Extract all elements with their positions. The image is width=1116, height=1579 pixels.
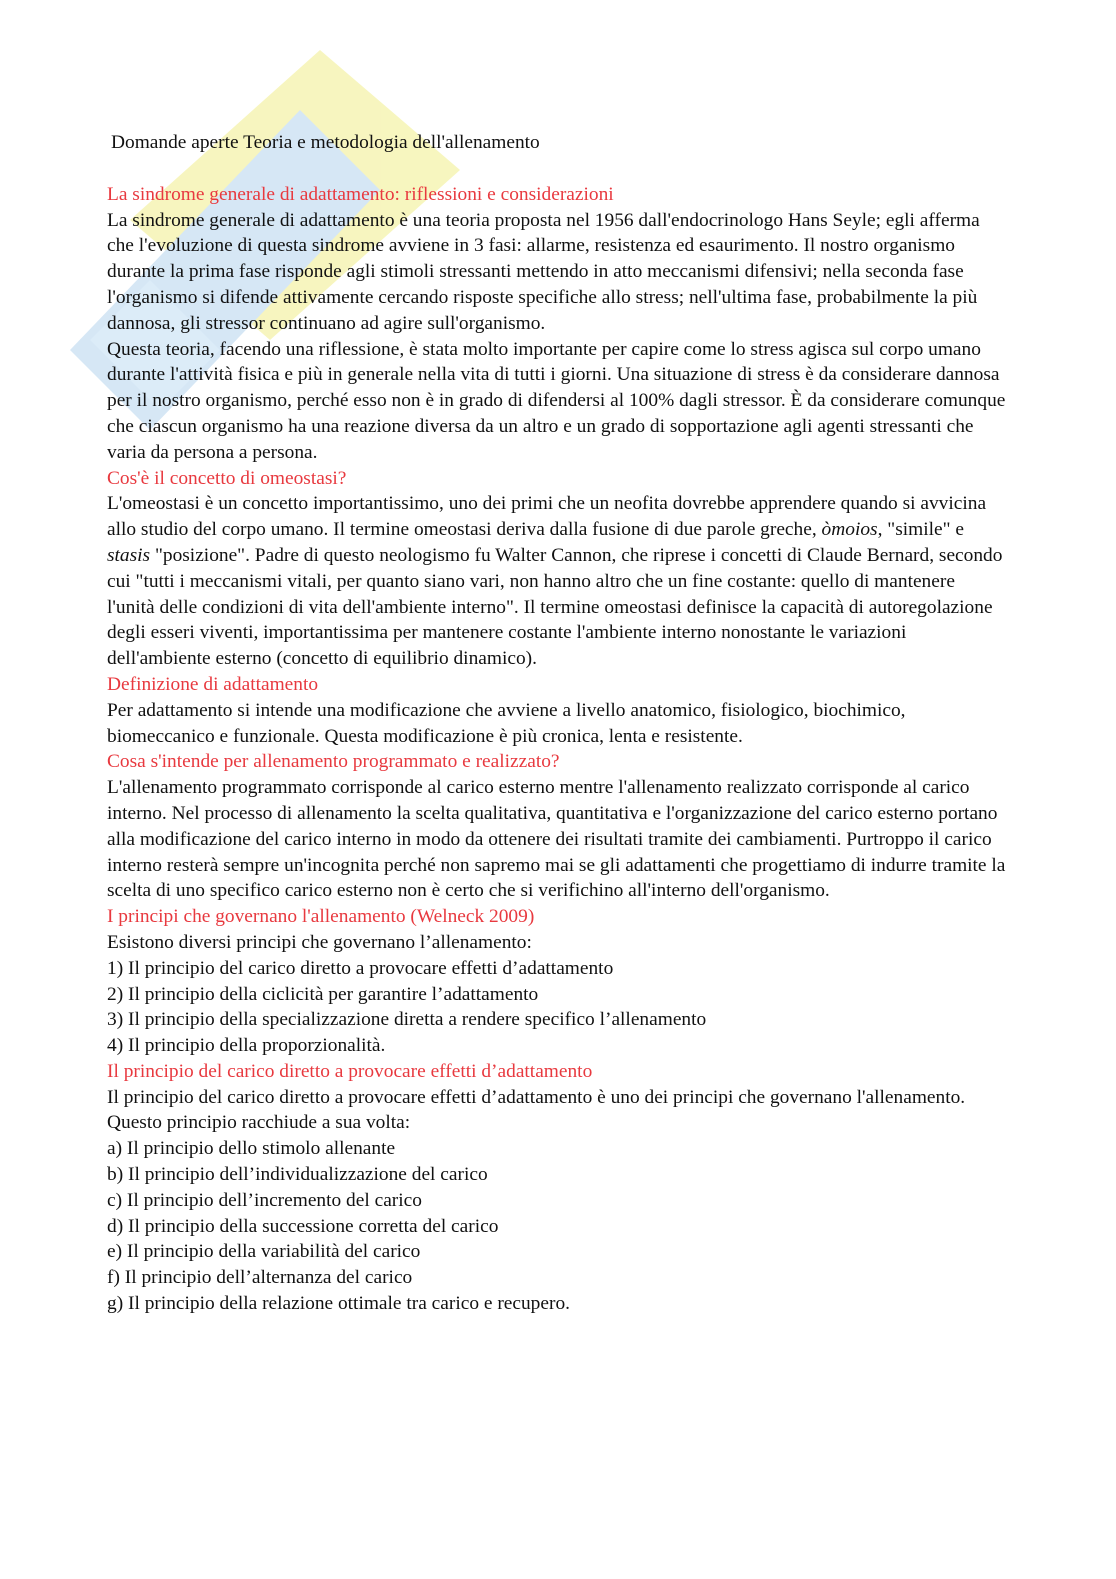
paragraph: L'allenamento programmato corrisponde al carico esterno mentre l'allenamento realizzato corrisponde al carico interno. Nel processo di allenamento la scelta qualitativa, quantitativa e l'organizzazione del carico esterno portano alla modificazione del carico interno in modo da ottenere dei risultati tramite dei cambiamenti. Purtroppo il carico interno resterà sempre un'incognita perché non sapremo mai se gli adattamenti che progettiamo di indurre tramite la scelta di uno specifico carico esterno non è certo che si verifichino all'interno dell'organismo. [107,777,1006,902]
document-title: Domande aperte Teoria e metodologia dell'allenamento [111,132,540,153]
paragraph-text: "posizione". Padre di questo neologismo fu Walter Cannon, che riprese i concetti di Claude Bernard, secondo cui "tutti i meccanismi vitali, per quanto siano vari, non hanno altro che un fine costante: quello di mantenere l'unità delle condizioni di vita dell'ambiente interno". Il termine omeostasi definisce la capacità di autoregolazione degli esseri viventi, importantissima per mantenere costante l'ambiente interno nonostante le variazioni dell'ambiente esterno (concetto di equilibrio dinamico). [107,544,1003,670]
list-item: e) Il principio della variabilità del carico [107,1241,421,1263]
paragraph: La sindrome generale di adattamento è una teoria proposta nel 1956 dall'endocrinologo Hans Seyle; egli afferma che l'evoluzione di questa sindrome avviene in 3 fasi: allarme, resistenza ed esaurimento. Il nostro organismo durante la prima fase risponde agli stimoli stressanti mettendo in atto meccanismi difensivi; nella seconda fase l'organismo si difende attivamente cercando risposte specifiche allo stress; nell'ultima fase, probabilmente la più dannosa, gli stressor continuano ad agire sull'organismo. [107,209,980,334]
section-sindrome-adattamento [107,182,1007,466]
section-heading: Definizione di adattamento [107,673,319,695]
section-definizione-adattamento [107,672,1007,749]
list-item: 3) Il principio della specializzazione diretta a rendere specifico l’allenamento [107,1009,707,1031]
principles-list [107,956,1007,1059]
section-allenamento-programmato [107,749,1007,904]
paragraph-text: L'omeostasi è un concetto importantissimo, uno dei primi che un neofita dovrebbe apprendere quando si avvicina allo studio del corpo umano. Il termine omeostasi deriva dalla fusione di due parole greche, [107,493,987,541]
section-omeostasi [107,466,1007,672]
list-item: 2) Il principio della ciclicità per garantire l’adattamento [107,983,539,1005]
greek-term: stasis [107,544,151,566]
list-item: 1) Il principio del carico diretto a provocare effetti d’adattamento [107,957,614,979]
greek-term: òmoios [821,519,878,541]
paragraph: Esistono diversi principi che governano l’allenamento: [107,931,532,953]
section-heading: Il principio del carico diretto a provocare effetti d’adattamento [107,1060,593,1082]
section-principi-allenamento [107,904,1007,1059]
paragraph [107,491,1007,672]
document-body [107,130,1007,1317]
section-heading: I principi che governano l'allenamento (Welneck 2009) [107,906,535,928]
section-heading: Cos'è il concetto di omeostasi? [107,467,347,489]
list-item: d) Il principio della successione corretta del carico [107,1215,499,1237]
paragraph: Questa teoria, facendo una riflessione, è stata molto importante per capire come lo stress agisca sul corpo umano durante l'attività fisica e più in generale nella vita di tutti i giorni. Una situazione di stress è da considerare dannosa per il nostro organismo, perché esso non è in grado di difendersi al 100% dagli stressor. È da considerare comunque che ciascun organismo ha una reazione diversa da un altro e un grado di sopportazione agli agenti stressanti che varia da persona a persona. [107,338,1006,463]
subprinciples-list [107,1136,1007,1317]
section-heading: La sindrome generale di adattamento: riflessioni e considerazioni [107,183,614,205]
list-item: g) Il principio della relazione ottimale tra carico e recupero. [107,1293,570,1315]
paragraph-text: , "simile" e [877,519,964,541]
list-item: a) Il principio dello stimolo allenante [107,1138,396,1160]
list-item: 4) Il principio della proporzionalità. [107,1035,386,1057]
list-item: b) Il principio dell’individualizzazione del carico [107,1164,488,1186]
section-principio-carico [107,1059,1007,1317]
list-item: c) Il principio dell’incremento del carico [107,1189,422,1211]
paragraph: Per adattamento si intende una modificazione che avviene a livello anatomico, fisiologico, biochimico, biomeccanico e funzionale. Questa modificazione è più cronica, lenta e resistente. [107,699,906,747]
section-heading: Cosa s'intende per allenamento programmato e realizzato? [107,751,560,773]
list-item: f) Il principio dell’alternanza del carico [107,1267,413,1289]
paragraph: Il principio del carico diretto a provocare effetti d’adattamento è uno dei principi che governano l'allenamento. [107,1086,966,1108]
paragraph: Questo principio racchiude a sua volta: [107,1112,411,1134]
